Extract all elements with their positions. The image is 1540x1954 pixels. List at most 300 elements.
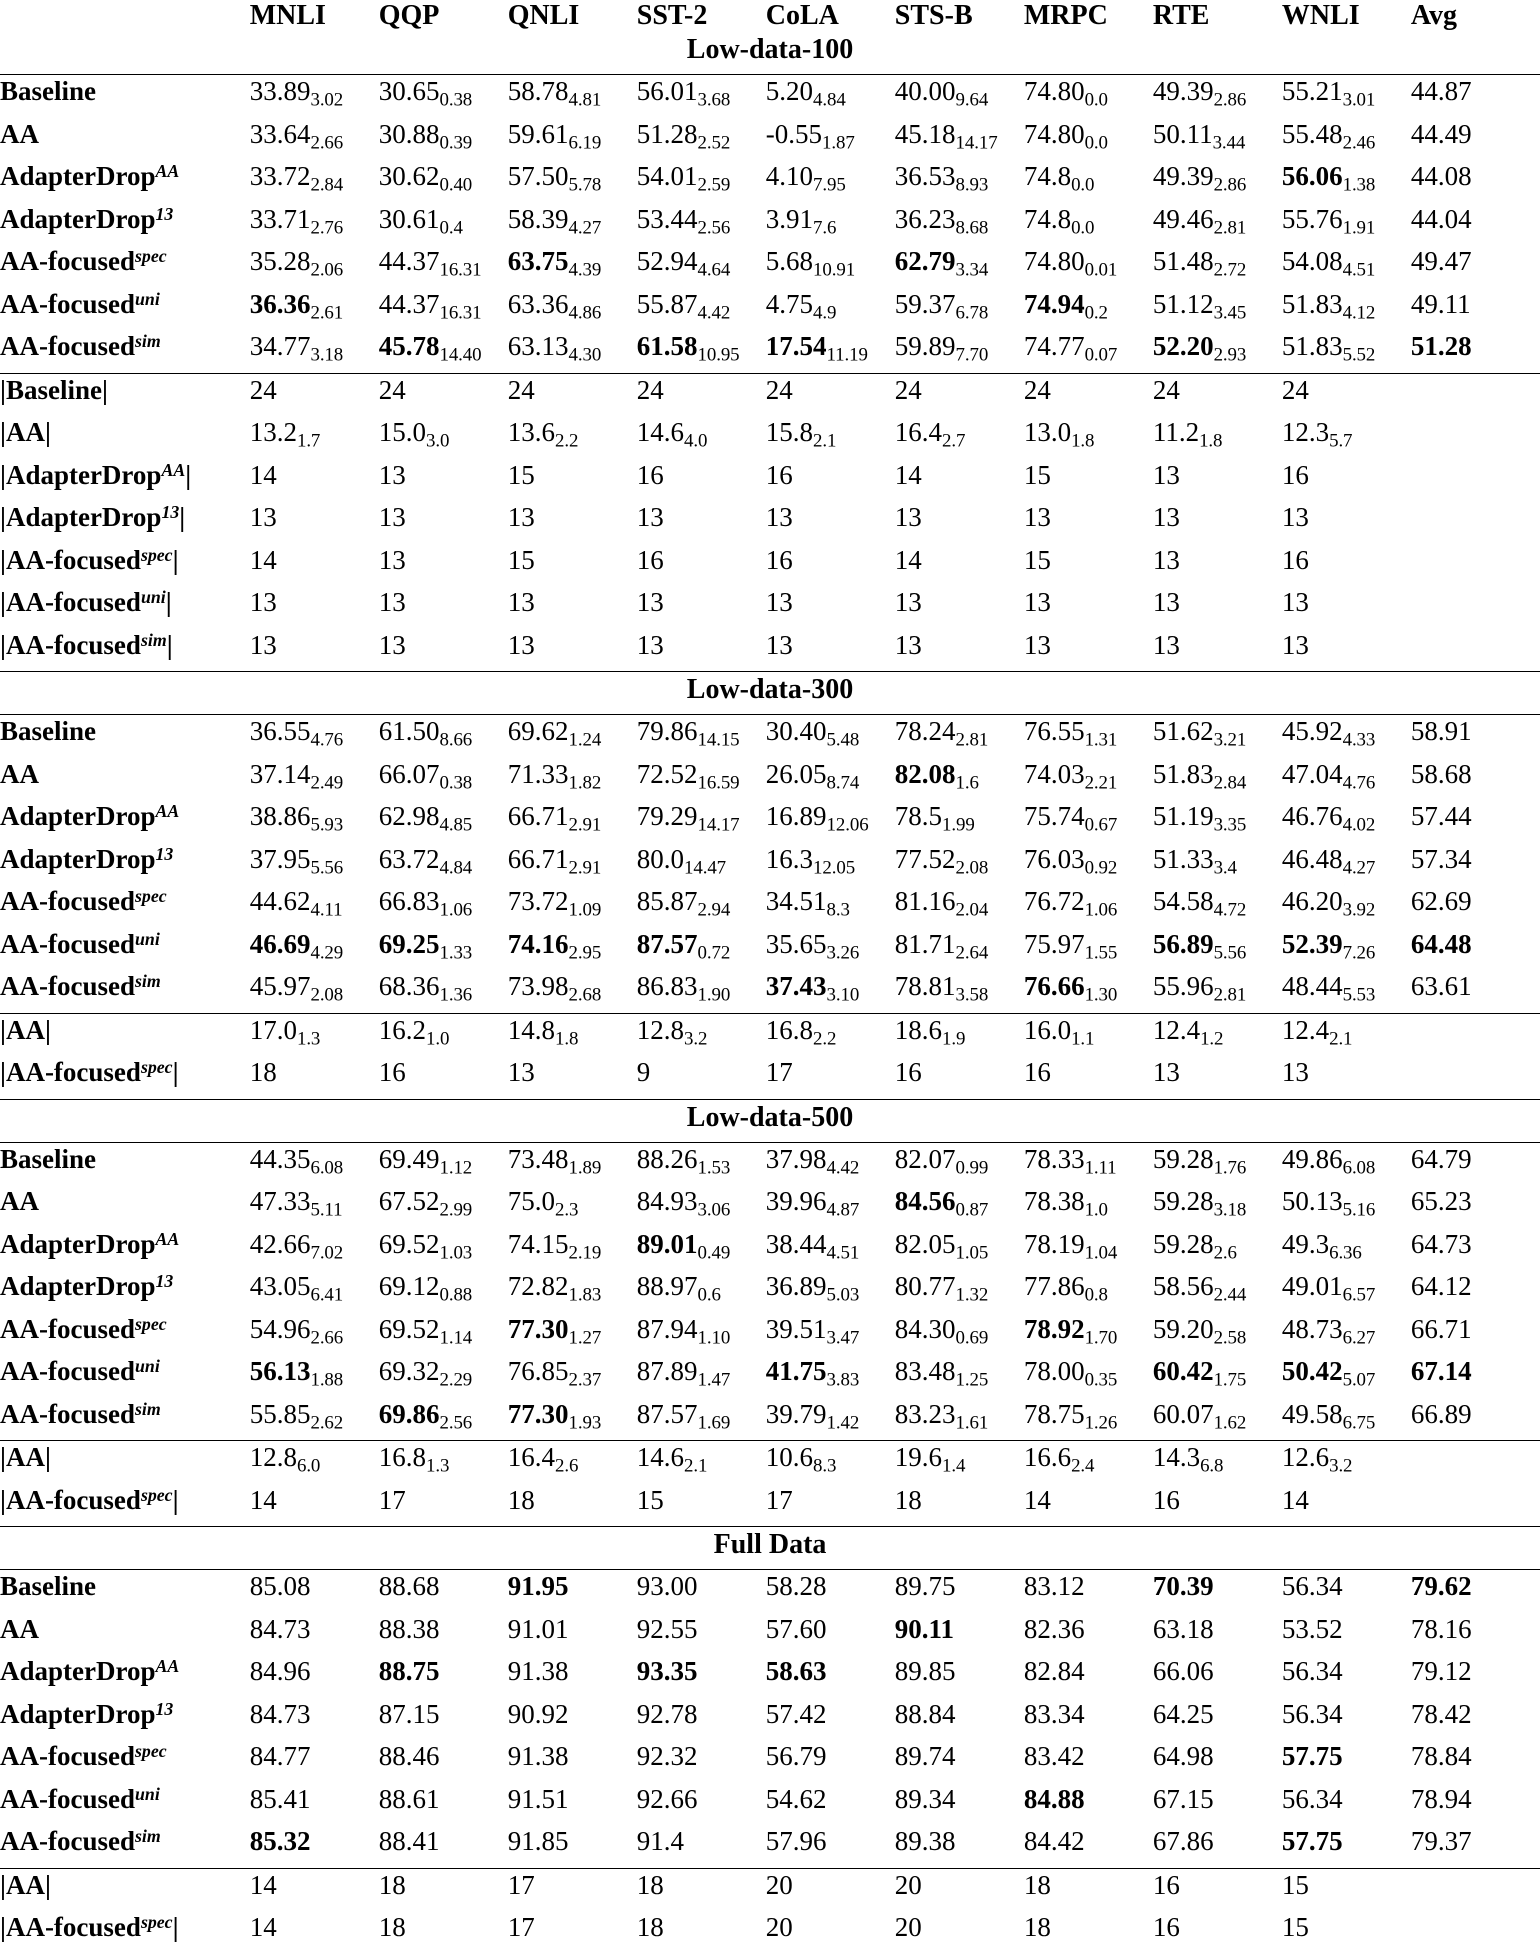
cell-stddev: 1.42: [826, 1412, 860, 1434]
cell-stddev: 3.01: [1342, 89, 1376, 111]
table-cell: [1282, 1484, 1411, 1527]
cell-value: 53.44: [636, 203, 698, 234]
cell-value: 39.96: [765, 1186, 827, 1216]
cell-value: 13: [1281, 587, 1309, 618]
table-cell: [1282, 1655, 1411, 1698]
cell-value: 12.6: [1281, 1442, 1330, 1472]
cell-value: 64.98: [1152, 1741, 1214, 1772]
cell-value: 58.56: [1152, 1271, 1214, 1302]
table-cell: [637, 1783, 766, 1826]
table-cell: [766, 1570, 895, 1613]
table-cell: [1411, 1868, 1540, 1911]
cell-value: 78.94: [1410, 1783, 1472, 1814]
cell-value: 67.15: [1152, 1783, 1214, 1814]
table-cell: [1024, 544, 1153, 587]
cell-value: 24: [1281, 374, 1309, 405]
table-cell: [637, 843, 766, 886]
table-cell: [379, 330, 508, 373]
cell-stddev: 2.58: [1213, 1327, 1247, 1349]
table-cell: [1282, 1740, 1411, 1783]
cell-stddev: 0.72: [697, 942, 731, 964]
table-row: [0, 1270, 1540, 1313]
table-cell: [250, 800, 379, 843]
cell-value: 14: [1281, 1484, 1309, 1515]
cell-value: 50.13: [1281, 1186, 1343, 1216]
table-cell: [1153, 715, 1282, 758]
cell-value: 74.80: [1023, 118, 1085, 149]
table-cell: [250, 758, 379, 801]
table-cell: [508, 1740, 637, 1783]
table-cell: [250, 928, 379, 971]
table-cell: [895, 245, 1024, 288]
cell-value: 82.05: [894, 1228, 956, 1259]
cell-value: 74.80: [1023, 246, 1085, 277]
row-label-text: AA-focused: [0, 1826, 135, 1857]
cell-value: 51.48: [1152, 246, 1214, 277]
table-cell: [637, 459, 766, 502]
cell-value: 63.72: [378, 843, 440, 874]
table-cell: [250, 1740, 379, 1783]
cell-stddev: 14.47: [684, 857, 727, 879]
table-cell: [1411, 330, 1540, 373]
cell-stddev: 4.9: [813, 302, 837, 324]
cell-value: 5.68: [765, 246, 814, 277]
cell-stddev: 1.26: [1084, 1412, 1118, 1434]
cell-value: 74.94: [1023, 288, 1085, 319]
table-cell: [766, 118, 895, 161]
cell-stddev: 1.24: [568, 729, 602, 751]
table-cell: [895, 330, 1024, 373]
table-cell: [637, 501, 766, 544]
cell-value: 48.73: [1281, 1313, 1343, 1344]
row-label: [0, 330, 250, 373]
table-cell: [1282, 544, 1411, 587]
table-cell: [508, 1398, 637, 1441]
cell-value: 80.77: [894, 1271, 956, 1302]
cell-value: 79.86: [636, 716, 698, 746]
table-cell: [1153, 1740, 1282, 1783]
column-header-mnli: MNLI: [249, 0, 326, 31]
cell-value: 59.28: [1152, 1228, 1214, 1259]
table-cell: [379, 1484, 508, 1527]
table-cell: [895, 203, 1024, 246]
table-cell: [895, 1613, 1024, 1656]
cell-stddev: 8.3: [813, 1455, 837, 1477]
column-header-rte: RTE: [1152, 0, 1210, 31]
table-cell: [637, 970, 766, 1013]
table-cell: [1153, 1228, 1282, 1271]
table-cell: [379, 885, 508, 928]
table-cell: [1411, 1013, 1540, 1056]
row-label-superscript: sim: [135, 1826, 161, 1846]
cell-stddev: 2.37: [568, 1369, 602, 1391]
table-cell: [637, 1398, 766, 1441]
table-cell: [895, 928, 1024, 971]
cell-stddev: 3.4: [1213, 857, 1237, 879]
table-cell: [637, 1570, 766, 1613]
cell-value: 45.78: [378, 331, 440, 362]
cell-stddev: 2.64: [955, 942, 989, 964]
cell-value: 69.32: [378, 1356, 440, 1387]
table-cell: [895, 288, 1024, 331]
row-label-text: |AdapterDrop: [0, 502, 162, 533]
table-cell: [1411, 758, 1540, 801]
table-cell: [508, 1270, 637, 1313]
cell-value: 16: [765, 544, 793, 575]
table-cell: [508, 800, 637, 843]
cell-value: 68.36: [378, 971, 440, 1002]
cell-stddev: 0.69: [955, 1327, 989, 1349]
table-cell: [637, 1313, 766, 1356]
row-label-text: AdapterDrop: [0, 161, 156, 192]
row-label-text: AdapterDrop: [0, 1698, 156, 1729]
cell-stddev: 2.4: [1071, 1455, 1095, 1477]
table-cell: [1411, 928, 1540, 971]
cell-value: 76.85: [507, 1356, 569, 1387]
table-row: [0, 629, 1540, 672]
cell-stddev: 5.48: [826, 729, 860, 751]
cell-stddev: 8.93: [955, 174, 989, 196]
row-label-superscript: uni: [140, 587, 166, 607]
table-row: [0, 1313, 1540, 1356]
table-cell: [250, 1441, 379, 1484]
cell-value: 17: [378, 1484, 406, 1515]
row-label-superscript: AA: [155, 801, 180, 821]
table-cell: [1153, 1825, 1282, 1868]
table-cell: [1153, 1013, 1282, 1056]
cell-value: 59.89: [894, 331, 956, 362]
row-label-text: |AA|: [0, 1442, 51, 1472]
table-cell: [1153, 1056, 1282, 1099]
row-label: [0, 501, 250, 544]
cell-stddev: 1.27: [568, 1327, 602, 1349]
table-cell: [1282, 459, 1411, 502]
cell-value: 72.52: [636, 758, 698, 789]
table-cell: [508, 75, 637, 118]
table-cell: [1411, 970, 1540, 1013]
cell-value: 55.21: [1281, 76, 1343, 106]
cell-stddev: 5.16: [1342, 1199, 1376, 1221]
table-cell: [1153, 1868, 1282, 1911]
table-cell: [766, 586, 895, 629]
table-cell: [508, 1313, 637, 1356]
cell-value: 52.94: [636, 246, 698, 277]
cell-stddev: 0.01: [1084, 259, 1118, 281]
table-cell: [250, 1570, 379, 1613]
table-cell: [508, 1355, 637, 1398]
cell-value: 16: [378, 1057, 406, 1088]
row-label-superscript: uni: [135, 1783, 160, 1804]
table-cell: [766, 885, 895, 928]
table-cell: [1282, 629, 1411, 672]
table-cell: [1282, 1698, 1411, 1741]
table-cell: [1411, 288, 1540, 331]
cell-value: 76.55: [1023, 716, 1085, 746]
table-cell: [250, 1698, 379, 1741]
row-label: [0, 544, 250, 587]
cell-value: 13: [507, 502, 535, 533]
row-label: [0, 1313, 250, 1356]
table-cell: [379, 1613, 508, 1656]
table-cell: [1411, 1398, 1540, 1441]
cell-value: 30.40: [765, 716, 827, 746]
cell-stddev: 4.84: [813, 89, 846, 111]
cell-value: 48.44: [1281, 971, 1343, 1002]
cell-stddev: 4.85: [439, 814, 473, 836]
cell-stddev: 6.78: [955, 302, 989, 324]
table-cell: [1153, 459, 1282, 502]
cell-value: 80.0: [636, 843, 685, 874]
table-cell: [508, 885, 637, 928]
table-cell: [508, 245, 637, 288]
table-cell: [1411, 1270, 1540, 1313]
cell-stddev: 4.30: [568, 344, 602, 366]
row-label-superscript: sim: [135, 331, 161, 351]
table-row: [0, 885, 1540, 928]
table-cell: [1024, 1441, 1153, 1484]
cell-value: 13: [378, 587, 406, 618]
row-label: [0, 970, 250, 1013]
cell-stddev: 3.06: [697, 1199, 731, 1221]
table-cell: [766, 800, 895, 843]
table-cell: [895, 160, 1024, 203]
cell-stddev: 3.21: [1213, 729, 1247, 751]
table-cell: [1282, 203, 1411, 246]
cell-value: 89.34: [894, 1783, 956, 1814]
cell-value: 14: [1023, 1484, 1051, 1515]
table-cell: [1153, 544, 1282, 587]
cell-value: 13.6: [507, 417, 555, 447]
cell-value: 53.52: [1281, 1613, 1343, 1644]
table-cell: [766, 1313, 895, 1356]
cell-stddev: 0.38: [439, 772, 473, 794]
cell-value: 78.5: [894, 801, 943, 832]
row-label-superscript: spec: [135, 1313, 167, 1334]
cell-value: 39.79: [765, 1398, 827, 1429]
cell-value: 51.12: [1152, 288, 1214, 319]
cell-value: 70.39: [1152, 1571, 1214, 1601]
cell-stddev: 6.36: [1329, 1242, 1362, 1264]
cell-value: 73.98: [507, 971, 569, 1002]
cell-stddev: 9.64: [955, 89, 989, 111]
cell-value: 89.38: [894, 1826, 956, 1857]
table-cell: [1411, 1185, 1540, 1228]
cell-value: 88.38: [378, 1613, 440, 1644]
section-title: Low-data-300: [0, 672, 1540, 715]
table-cell: [250, 586, 379, 629]
cell-stddev: 4.11: [310, 899, 343, 921]
row-label-text: AdapterDrop: [0, 203, 156, 234]
table-cell: [379, 928, 508, 971]
cell-value: 63.75: [507, 246, 569, 277]
cell-value: 88.41: [378, 1826, 440, 1857]
table-cell: [895, 1740, 1024, 1783]
row-label: [0, 1783, 250, 1826]
cell-value: 84.77: [249, 1741, 311, 1772]
table-cell: [379, 1056, 508, 1099]
cell-value: 57.75: [1281, 1826, 1343, 1857]
table-cell: [895, 1783, 1024, 1826]
row-label-text: |AA|: [0, 417, 51, 447]
cell-value: 19.6: [894, 1442, 943, 1472]
row-label-suffix: |: [172, 544, 179, 575]
table-cell: [1411, 1655, 1540, 1698]
row-label-superscript: sim: [140, 629, 167, 650]
table-cell: [895, 75, 1024, 118]
row-label-text: AdapterDrop: [0, 1228, 156, 1259]
table-cell: [379, 245, 508, 288]
table-cell: [1024, 1613, 1153, 1656]
cell-value: 92.66: [636, 1783, 698, 1814]
row-label: [0, 843, 250, 886]
cell-value: 78.33: [1023, 1143, 1085, 1174]
cell-stddev: 4.87: [826, 1199, 860, 1221]
table-cell: [895, 1698, 1024, 1741]
row-label-text: AdapterDrop: [0, 1271, 156, 1302]
cell-value: 14: [249, 459, 277, 490]
cell-value: 58.91: [1410, 716, 1472, 746]
table-row: [0, 1013, 1540, 1056]
table-cell: [1411, 1698, 1540, 1741]
table-cell: [508, 1013, 637, 1056]
table-cell: [895, 1270, 1024, 1313]
cell-value: 78.42: [1410, 1698, 1472, 1729]
table-head: [0, 0, 1540, 32]
table-cell: [1282, 1270, 1411, 1313]
table-cell: [1282, 1570, 1411, 1613]
table-cell: [766, 1783, 895, 1826]
cell-value: 66.71: [507, 801, 569, 832]
table-cell: [766, 1911, 895, 1954]
cell-stddev: 0.07: [1084, 344, 1118, 366]
cell-value: 16: [636, 459, 664, 490]
table-cell: [1411, 1783, 1540, 1826]
cell-value: 5.20: [765, 76, 814, 106]
table-cell: [766, 1185, 895, 1228]
cell-value: 13: [1152, 502, 1180, 533]
row-label: [0, 928, 250, 971]
cell-value: 91.4: [636, 1826, 685, 1857]
cell-value: 81.71: [894, 928, 956, 959]
cell-value: 57.34: [1410, 843, 1472, 874]
cell-value: 51.83: [1281, 331, 1343, 362]
column-header-qnli: QNLI: [507, 0, 580, 31]
cell-value: 4.75: [765, 288, 814, 319]
cell-value: 49.01: [1281, 1271, 1343, 1302]
cell-value: 18: [378, 1912, 406, 1943]
section-header-row: [0, 1099, 1540, 1142]
row-label: [0, 1570, 250, 1613]
cell-value: 18: [1023, 1869, 1051, 1900]
cell-value: 84.42: [1023, 1826, 1085, 1857]
cell-stddev: 0.67: [1084, 814, 1118, 836]
cell-value: 16: [1152, 1484, 1180, 1515]
cell-value: 55.76: [1281, 203, 1343, 234]
table-cell: [1153, 885, 1282, 928]
table-cell: [1282, 416, 1411, 459]
table-cell: [1024, 1484, 1153, 1527]
cell-value: 77.86: [1023, 1271, 1085, 1302]
cell-value: 54.01: [636, 161, 698, 192]
cell-value: 62.98: [378, 801, 440, 832]
cell-value: 24: [1152, 374, 1180, 405]
table-row: [0, 1613, 1540, 1656]
table-cell: [250, 288, 379, 331]
cell-value: 91.85: [507, 1826, 569, 1857]
table-cell: [1282, 758, 1411, 801]
cell-value: 78.81: [894, 971, 956, 1002]
cell-value: 13: [894, 629, 922, 660]
cell-value: 16.2: [378, 1014, 426, 1045]
table-cell: [1024, 288, 1153, 331]
row-label: [0, 758, 250, 801]
cell-value: 12.4: [1281, 1014, 1330, 1045]
table-cell: [895, 1868, 1024, 1911]
cell-value: 18.6: [894, 1014, 943, 1045]
table-cell: [1024, 970, 1153, 1013]
cell-value: 89.75: [894, 1571, 956, 1601]
table-cell: [1411, 843, 1540, 886]
table-cell: [250, 1013, 379, 1056]
cell-stddev: 3.2: [684, 1028, 708, 1050]
cell-value: 78.24: [894, 716, 956, 746]
cell-stddev: 2.08: [310, 984, 344, 1006]
cell-value: 15: [1281, 1912, 1309, 1943]
row-label-superscript: spec: [140, 1484, 173, 1505]
cell-value: 61.50: [378, 716, 440, 746]
table-cell: [637, 885, 766, 928]
table-cell: [637, 416, 766, 459]
cell-value: 87.57: [636, 1398, 698, 1429]
table-row: [0, 501, 1540, 544]
cell-stddev: 0.87: [955, 1199, 989, 1221]
table-cell: [895, 1355, 1024, 1398]
table-cell: [250, 1825, 379, 1868]
table-cell: [250, 1911, 379, 1954]
row-label-superscript: spec: [140, 544, 173, 565]
cell-value: 13: [1152, 587, 1180, 618]
row-label-superscript: spec: [140, 1912, 173, 1932]
cell-value: 75.97: [1023, 928, 1085, 959]
table-cell: [1411, 1825, 1540, 1868]
cell-value: 92.55: [636, 1613, 698, 1644]
cell-value: 56.79: [765, 1741, 827, 1772]
cell-value: 73.72: [507, 886, 569, 917]
row-label-text: AA: [0, 118, 39, 149]
cell-value: 41.75: [765, 1356, 827, 1387]
table-cell: [766, 1868, 895, 1911]
table-cell: [895, 1655, 1024, 1698]
cell-value: 13.0: [1023, 417, 1072, 447]
table-cell: [637, 758, 766, 801]
table-cell: [508, 203, 637, 246]
row-label-text: AA-focused: [0, 1356, 135, 1387]
table-cell: [379, 1698, 508, 1741]
row-label-text: AA-focused: [0, 928, 135, 959]
cell-value: 13: [1152, 629, 1180, 660]
cell-value: 12.8: [636, 1014, 685, 1045]
row-label-superscript: uni: [135, 288, 160, 309]
cell-stddev: 2.93: [1213, 344, 1247, 366]
cell-value: 88.75: [378, 1656, 440, 1687]
cell-value: 17: [507, 1869, 535, 1900]
table-cell: [766, 1655, 895, 1698]
cell-stddev: 0.38: [439, 89, 473, 111]
row-label-text: |AA-focused: [0, 1912, 141, 1943]
cell-value: 62.69: [1410, 886, 1472, 917]
table-body: [0, 32, 1540, 1954]
table-cell: [1153, 1185, 1282, 1228]
